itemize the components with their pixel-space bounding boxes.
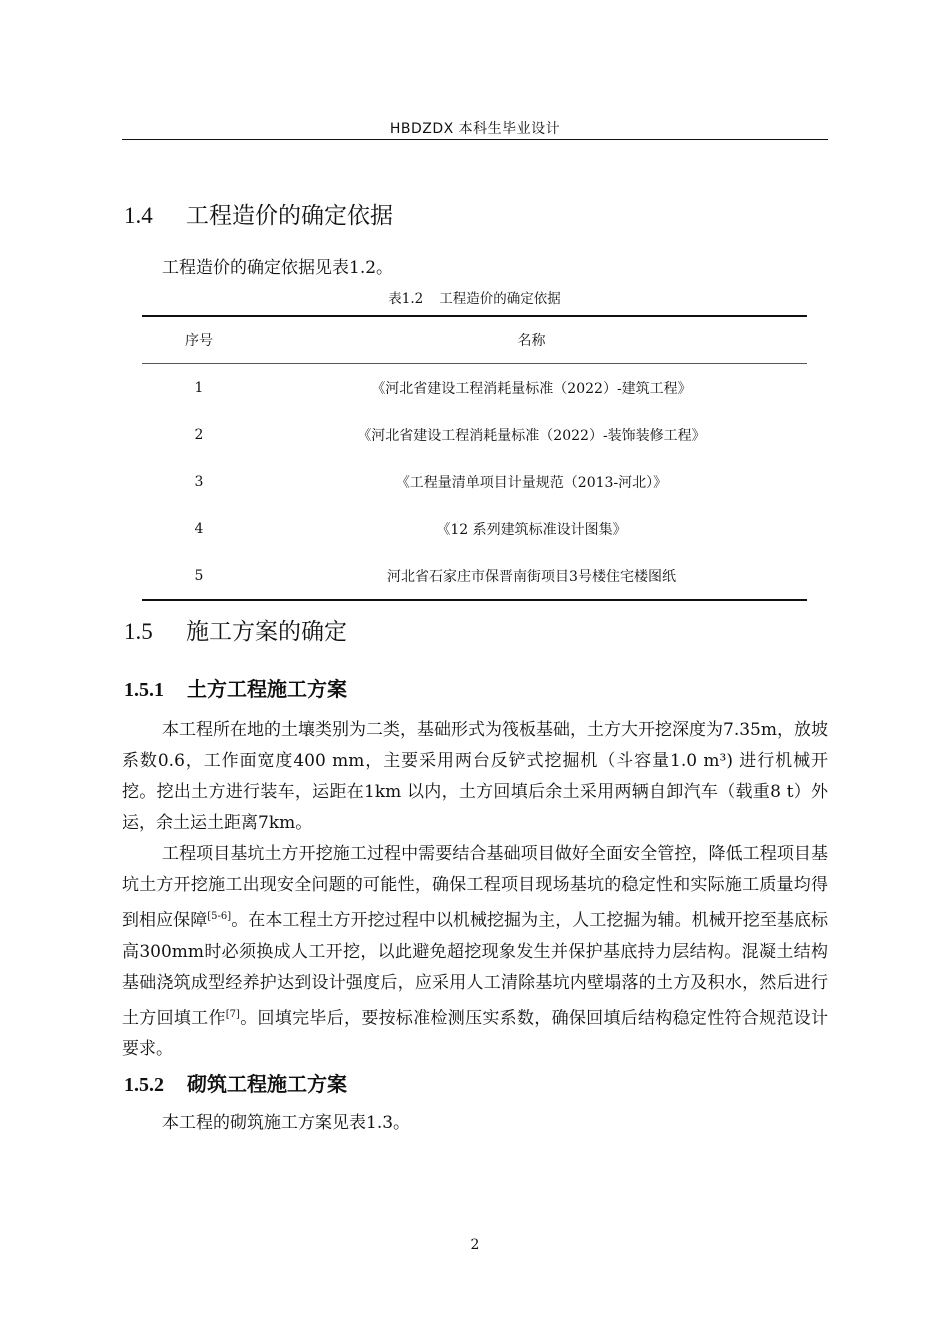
table-row: [142, 552, 807, 600]
paragraph-text: 。在本工程土方开挖过程中以机械挖掘为主，人工挖掘为辅。机械开挖至基底标高300mm时必须换成人工开挖，以此避免超挖现象发生并保护基底持力层结构。混凝土结构基础浇筑成型经养护达到设计强度后，应采用人工清除基坑内壁塌落的土方及积水，然后进行土方回填工作: [122, 910, 829, 1029]
table-row: [142, 505, 807, 552]
paragraph-text: 工程项目基坑土方开挖施工过程中需要结合基础项目做好全面安全管控，降低工程项目基坑土方开挖施工出现安全问题的可能性，确保工程项目现场基坑的稳定性和实际施工质量均得到相应保障: [122, 844, 828, 931]
column-header-index: 序号: [142, 316, 256, 364]
earthwork-paragraph-2: [122, 839, 828, 1065]
masonry-intro-paragraph: 本工程的砌筑施工方案见表1.3。: [162, 1113, 411, 1133]
row-name: 《河北省建设工程消耗量标准（2022）-建筑工程》: [371, 380, 692, 397]
section-number: 1.5: [124, 619, 153, 644]
subsection-title: 土方工程施工方案: [187, 677, 347, 701]
table-caption: [142, 287, 807, 307]
row-name: 《工程量清单项目计量规范（2013-河北）》: [395, 474, 668, 491]
row-index: 4: [194, 520, 204, 537]
section-heading-1-4: [124, 197, 393, 230]
page-header: HBDZDX 本科生毕业设计: [389, 121, 561, 137]
row-name: 《河北省建设工程消耗量标准（2022）-装饰装修工程》: [357, 427, 706, 444]
row-name: 《12 系列建筑标准设计图集》: [436, 521, 627, 538]
section-heading-1-5: [124, 613, 347, 646]
subsection-heading-1-5-1: [124, 673, 347, 702]
reference-table: [142, 315, 807, 601]
subsection-number: 1.5.1: [124, 679, 164, 701]
header-divider: [122, 139, 828, 140]
section-title: 工程造价的确定依据: [186, 203, 393, 229]
subsection-title: 砌筑工程施工方案: [187, 1072, 347, 1096]
table-caption-number: 表1.2: [388, 291, 424, 307]
table-caption-title: 工程造价的确定依据: [439, 291, 561, 307]
subsection-heading-1-5-2: [124, 1068, 347, 1097]
intro-paragraph: 工程造价的确定依据见表1.2。: [162, 258, 394, 278]
table-row: [142, 364, 807, 412]
row-index: 2: [194, 426, 204, 443]
section-title: 施工方案的确定: [186, 619, 347, 645]
row-index: 3: [194, 473, 204, 490]
section-number: 1.4: [124, 203, 153, 228]
page-number: 2: [470, 1237, 480, 1253]
table-row: [142, 411, 807, 458]
table-header-row: [142, 316, 807, 364]
row-index: 1: [194, 379, 204, 396]
table-row: [142, 458, 807, 505]
citation-ref: [7]: [225, 1008, 240, 1020]
citation-ref: [5-6]: [207, 911, 232, 922]
earthwork-paragraph-1: 本工程所在地的土壤类别为二类，基础形式为筏板基础，土方大开挖深度为7.35m，放坡系数0.6，工作面宽度400 mm，主要采用两台反铲式挖掘机（斗容量1.0 m³) 进行机械开挖。挖出土方进行装车，运距在1km 以内，土方回填后余土采用两辆自卸汽车（载重8 t）外运，余土运土距离7km。: [122, 720, 828, 833]
subsection-number: 1.5.2: [124, 1074, 164, 1096]
row-name: 河北省石家庄市保晋南街项目3号楼住宅楼图纸: [256, 552, 807, 600]
column-header-name: 名称: [256, 316, 807, 364]
row-index: 5: [142, 552, 256, 600]
paragraph-text: 。回填完毕后，要按标准检测压实系数，确保回填后结构稳定性符合规范设计要求。: [122, 1008, 829, 1060]
